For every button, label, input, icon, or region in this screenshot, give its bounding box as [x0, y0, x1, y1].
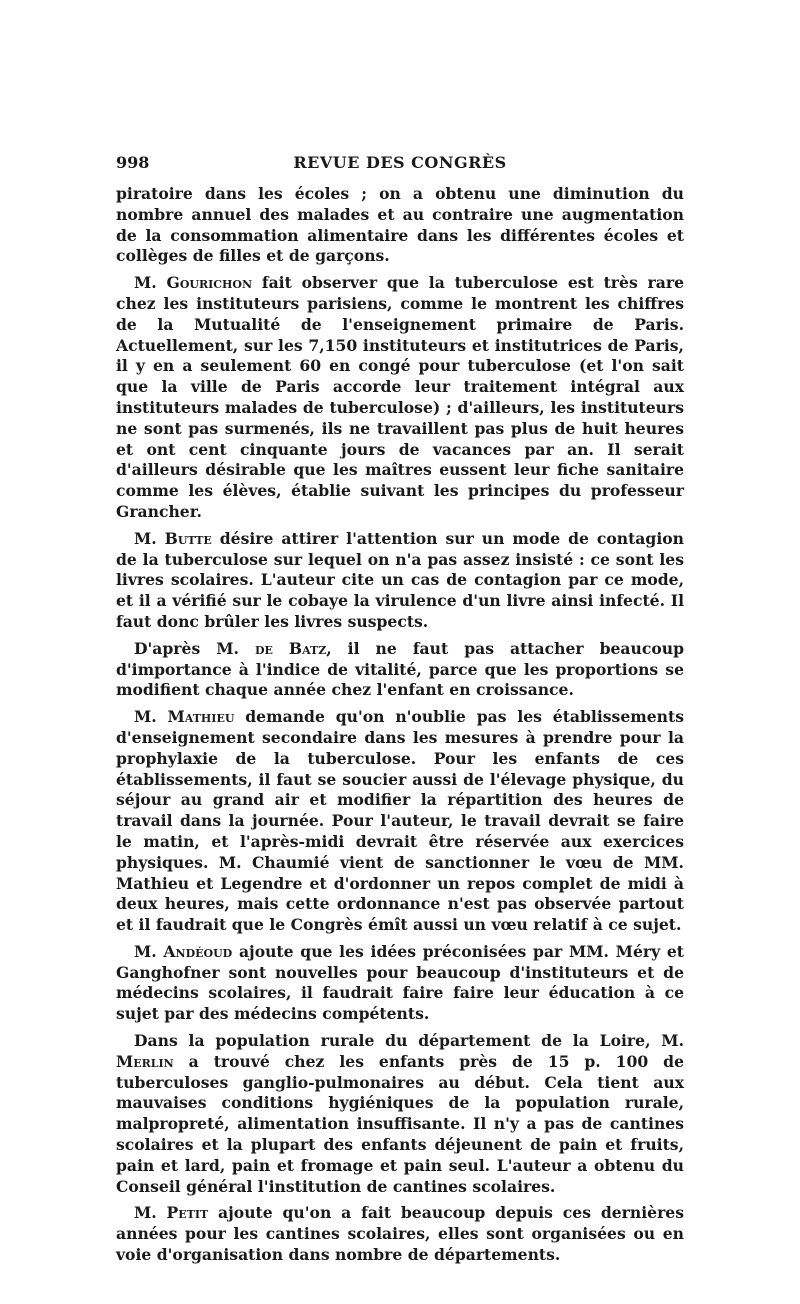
paragraph-text: demande qu'on n'oublie pas les établissements d'enseignement secondaire dans les mesures à prendre pour la prophylaxie de la tuberculose. Pour les enfants de ces établissements, il faut se soucier aussi de l'élevage physique, du séjour au grand air et modifier la répartition des heures de travail dans la journée. Pour l'auteur, le travail devrait se faire le matin, et l'après-midi devrait être réservée aux exercices physiques. M. Chaumié vient de sanctionner le vœu de MM. Mathieu et Legendre et d'ordonner un repos complet de midi à deux heures, mais cette ordonnance n'est pas observée partout et il faudrait que le Congrès émît aussi un vœu relatif à ce sujet.	[116, 707, 684, 935]
speaker-name: de Batz	[254, 638, 327, 658]
page-body	[116, 184, 684, 1272]
speaker-name: M. Petit	[134, 1203, 209, 1223]
speaker-name: M. Mathieu	[134, 707, 235, 727]
paragraph-text: piratoire dans les écoles ; on a obtenu une diminution du nombre annuel des malades et au contraire une augmentation de la consommation alimentaire dans les différentes écoles et collèges de filles et de garçons.	[116, 184, 684, 266]
paragraph-text: , il ne faut pas attacher beaucoup d'importance à l'indice de vitalité, parce que les proportions se modifient chaque année chez l'enfant en croissance.	[116, 638, 684, 700]
paragraph-text: ajoute qu'on a fait beaucoup depuis ces dernières années pour les cantines scolaires, elles sont organisées ou en voie d'organisation dans nombre de départements.	[116, 1203, 685, 1265]
paragraph	[116, 529, 684, 633]
paragraph-text: ajoute que les idées préconisées par MM. Méry et Ganghofner sont nouvelles pour beaucoup d'instituteurs et de médecins scolaires, il faudrait faire faire leur éducation à ce sujet par des médecins compétents.	[116, 941, 684, 1024]
speaker-name: M. Butte	[134, 528, 212, 548]
paragraph	[116, 1203, 684, 1265]
paragraph-text: fait observer que la tuberculose est très rare chez les instituteurs parisiens, comme le montrent les chiffres de la Mutualité de l'enseignement primaire de Paris. Actuellement, sur les 7,150 instituteurs et institutrices de Paris, il y en a seulement 60 en congé pour tuberculose (et l'on sait que la ville de Paris accorde leur traitement intégral aux instituteurs malades de tuberculose) ; d'ailleurs, les instituteurs ne sont pas surmenés, ils ne travaillent pas plus de huit heures et ont cent cinquante jours de vacances par an. Il serait d'ailleurs désirable que les maîtres eussent leur fiche sanitaire comme les élèves, établie suivant les principes du professeur Grancher.	[116, 273, 684, 521]
paragraph-text: désire attirer l'attention sur un mode de contagion de la tuberculose sur lequel on n'a pas assez insisté : ce sont les livres scolaires. L'auteur cite un cas de contagion par ce mode, et il a vérifié sur le cobaye la virulence d'un livre ainsi infecté. Il faut donc brûler les livres suspects.	[116, 528, 684, 631]
paragraph	[116, 184, 684, 267]
paragraph-prefix: Dans la population rurale du département de la Loire, M.	[134, 1031, 684, 1051]
speaker-name: M. Andéoud	[134, 941, 233, 961]
paragraph-prefix: D'après M.	[134, 638, 255, 658]
paragraph	[116, 639, 684, 701]
speaker-name: M. Gourichon	[134, 273, 253, 293]
paragraph-text: a trouvé chez les enfants près de 15 p. 100 de tuberculoses ganglio-pulmonaires au début. Cela tient aux mauvaises conditions hygiéniques de la population rurale, malpropreté, alimentation insuffisante. Il n'y a pas de cantines scolaires et la plupart des enfants déjeunent de pain et fruits, pain et lard, pain et fromage et pain seul. L'auteur a obtenu du Conseil général l'institution de cantines scolaires.	[116, 1051, 684, 1196]
paragraph	[116, 942, 684, 1025]
speaker-name: Merlin	[116, 1051, 174, 1071]
page-number: 998	[116, 153, 150, 172]
paragraph	[116, 707, 684, 936]
paragraph	[116, 273, 684, 523]
running-title: REVUE DES CONGRÈS	[293, 153, 507, 172]
page-header	[116, 153, 684, 177]
paragraph	[116, 1031, 684, 1197]
